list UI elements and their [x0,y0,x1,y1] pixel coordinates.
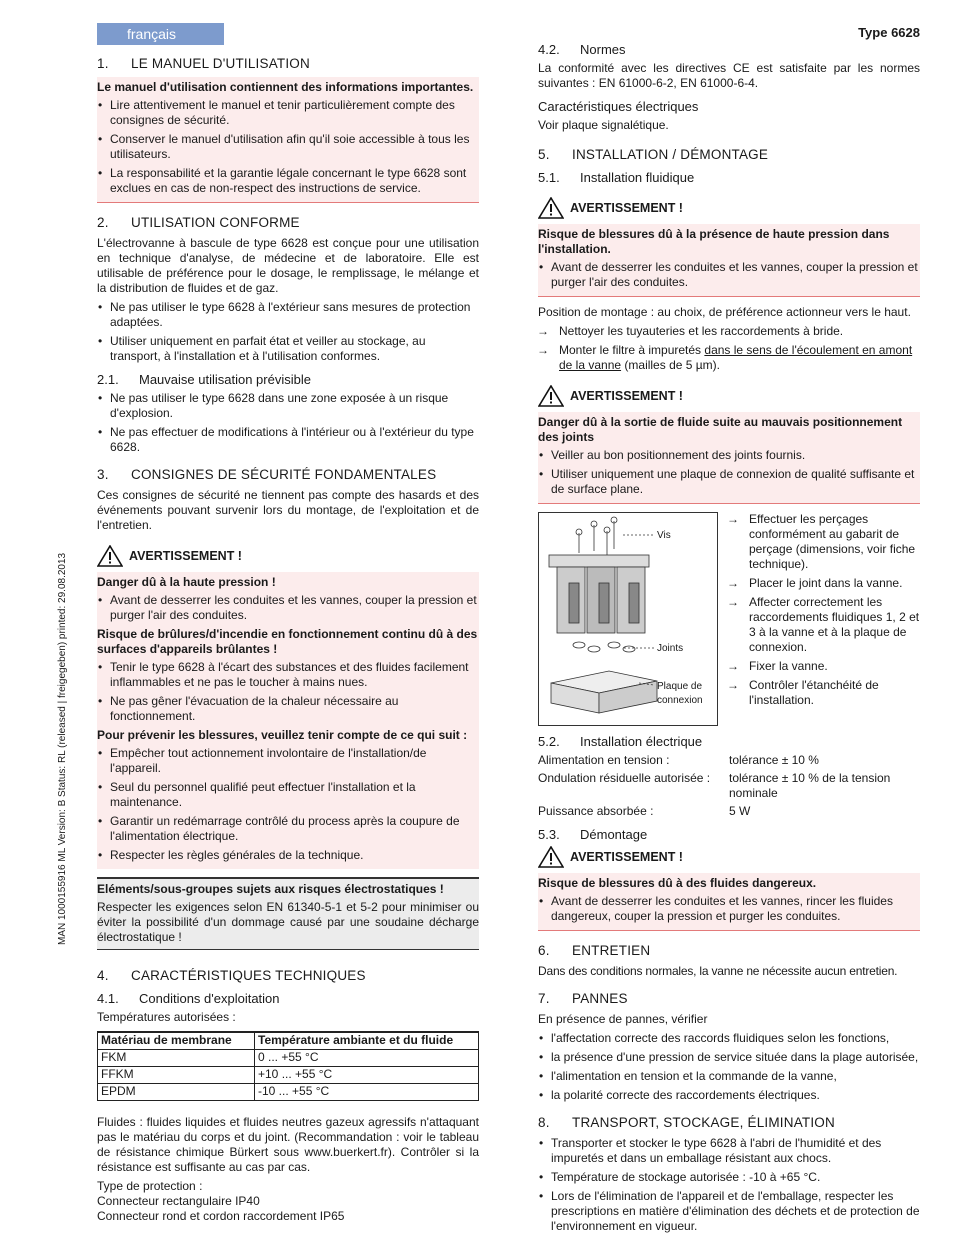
list-item: • Conserver le manuel d'utilisation afin qu'il soie accessible à tous les utilisateurs. [97,132,479,162]
list-item: • Seul du personnel qualifié peut effectuer l'installation et la maintenance. [97,780,479,810]
table-row: FKM 0 ... +55 °C [98,1049,479,1066]
paragraph: Dans des conditions normales, la vanne ne nécessite aucun entretien. [538,964,898,978]
side-print-note: MAN 1000155916 ML Version: B Status: RL (released | freigegeben) printed: 29.08.2013 [57,552,68,945]
paragraph: L'électrovanne à bascule de type 6628 est conçue pour une utilisation en technique d'analyse, de médecine et de laboratoire. Elle est utilisable de préférence pour le dosage, le remplissage, le mélange et la distribution de fluides et de gaz. [97,236,479,295]
warning-triangle-icon [97,545,123,567]
subsection-heading: 5.1. Installation fluidique [538,170,695,185]
warning-box: Danger dû à la sortie de fluide suite au mauvais positionnement des joints • Veiller au bon positionnement des joints fournis. • Utiliser uniquement une plaque de connexion de qualité suffisante et de surface plane. [538,412,920,504]
subsection-heading: 4.2. Normes [538,42,626,57]
warning-box: Risque de blessures dû à des fluides dangereux. • Avant de desserrer les conduites et les vannes, rincer les fluides dangereux, couper la pression et purger les conduites. [538,873,920,931]
paragraph: Type de protection : [97,1178,203,1193]
section-heading: 4. CARACTÉRISTIQUES TECHNIQUES [97,968,366,983]
list-item: • Ne pas utiliser le type 6628 à l'extérieur sans mesures de protection adaptées. [97,300,479,330]
list-item: • Transporter et stocker le type 6628 à l'abri de l'humidité et des impuretés et dans un emballage résistant aux chocs. [538,1136,920,1166]
spec-row: Ondulation résiduelle autorisée : tolérance ± 10 % de la tension nominale [538,771,891,800]
list-item: • Avant de desserrer les conduites et les vannes, couper la pression et purger l'air des conduites. [97,593,479,623]
table-row: FFKM +10 ... +55 °C [98,1066,479,1083]
section-heading: 1. LE MANUEL D'UTILISATION [97,56,310,71]
section-heading: 7. PANNES [538,991,628,1006]
paragraph: Voir plaque signalétique. [538,118,669,132]
list-item: → Placer le joint dans la vanne. [728,576,920,591]
list-item: • l'alimentation en tension et la commande de la vanne, [538,1069,920,1084]
spec-row: Puissance absorbée : 5 W [538,804,751,818]
list-item: • l'affectation correcte des raccords fluidiques selon les fonctions, [538,1031,920,1046]
info-box: Le manuel d'utilisation contiennent des informations importantes. • Lire attentivement le manuel et tenir particulièrement compte des consignes de sécurité. • Conserver le manuel d'utilisation afin qu'il soie accessible à tous les utilisateurs. • La responsabilité et la garantie légale concernant le type 6628 sont exclues en cas de non-respect des instructions de service. [97,77,479,203]
list-item: → Nettoyer les tuyauteries et les raccordements à bride. [538,324,920,339]
right-column [538,34,920,1238]
paragraph: Connecteur rectangulaire IP40 [97,1193,260,1208]
warning-triangle-icon [538,385,564,407]
subsection-heading: 4.1. Conditions d'exploitation [97,991,280,1006]
warning-triangle-icon [538,846,564,868]
list-item: • la polarité correcte des raccordements électriques. [538,1088,920,1103]
list-item: • Utiliser uniquement en parfait état et veiller au stockage, au transport, à l'installation et à l'utilisation conformes. [97,334,479,364]
warning-box: Risque de blessures dû à la présence de haute pression dans l'installation. • Avant de desserrer les conduites et les vannes, couper la pression et purger l'air des conduites. [538,224,920,297]
section-heading: 6. ENTRETIEN [538,943,651,958]
list-item: • Ne pas effectuer de modifications à l'intérieur ou à l'extérieur du type 6628. [97,425,479,455]
paragraph: En présence de pannes, vérifier [538,1012,708,1026]
list-item: • Empêcher tout actionnement involontaire de l'installation/de l'appareil. [97,746,479,776]
temperature-table: Matériau de membrane Température ambiante et du fluide FKM 0 ... +55 °C FFKM +10 ... +55 °C EPDM -10 ... +55 °C [97,1031,479,1101]
language-tab: français [97,23,224,45]
list-item: • Tenir le type 6628 à l'écart des substances et des fluides facilement inflammables et ne pas le toucher à mains nues. [97,660,479,690]
list-item: • Avant de desserrer les conduites et les vannes, couper la pression et purger l'air des conduites. [538,260,920,290]
list-item: • Lors de l'élimination de l'appareil et de l'emballage, respecter les prescriptions en matière d'élimination des déchets et de protection de l'environnement en vigueur. [538,1189,920,1234]
list-item: → Contrôler l'étanchéité de l'installation. [728,678,920,708]
fig-label-joints: Joints [657,643,684,654]
valve-installation-figure [538,512,718,726]
type-label: Type 6628 [858,25,920,40]
list-item: • La responsabilité et la garantie légale concernant le type 6628 sont exclues en cas de non-respect des instructions de service. [97,166,479,196]
list-item: • Utiliser uniquement une plaque de connexion de qualité suffisante et de surface plane. [538,467,920,497]
warning-header: AVERTISSEMENT ! [97,545,479,567]
paragraph: Position de montage : au choix, de préférence actionneur vers le haut. [538,305,911,319]
spec-row: Alimentation en tension : tolérance ± 10 % [538,753,819,767]
subsection-heading: Caractéristiques électriques [538,99,699,114]
warning-box: Danger dû à la haute pression ! • Avant de desserrer les conduites et les vannes, couper la pression et purger l'air des conduites. Risque de brûlures/d'incendie en fonctionnement continu dû à des surfaces d'appareils brûlantes ! • Tenir le type 6628 à l'écart des substances et des fluides facilement inflammables et ne pas le toucher à mains nues. • Ne pas gêner l'évacuation de la chaleur nécessaire au fonctionnement. Pour prévenir les blessures, veuillez tenir compte de ce qui suit : • Empêcher tout actionnement involontaire de l'installation/de l'appareil. • Seul du personnel qualifié peut effectuer l'installation et la maintenance. • Garantir un redémarrage contrôlé du process après la coupure de l'alimentation électrique. • Respecter les règles générales de la technique. [97,572,479,869]
paragraph: Températures autorisées : [97,1010,236,1024]
left-column [97,44,479,1224]
list-item: • Veiller au bon positionnement des joints fournis. [538,448,920,463]
installation-figure-row [538,512,920,726]
list-item: • Respecter les règles générales de la technique. [97,848,479,863]
list-item: → Affecter correctement les raccordements fluidiques 1, 2 et 3 à la vanne et à la plaque de connexion. [728,595,920,655]
section-heading: 3. CONSIGNES DE SÉCURITÉ FONDAMENTALES [97,467,437,482]
fig-label-vis: Vis [657,530,671,541]
warning-header: AVERTISSEMENT ! [538,197,920,219]
table-row: EPDM -10 ... +55 °C [98,1083,479,1100]
list-item: • Lire attentivement le manuel et tenir particulièrement compte des consignes de sécurité. [97,98,479,128]
warning-header: AVERTISSEMENT ! [538,385,920,407]
list-item: • Garantir un redémarrage contrôlé du process après la coupure de l'alimentation électrique. [97,814,479,844]
list-item: → Monter le filtre à impuretés dans le sens de l'écoulement en amont de la vanne (mailles de 5 µm). [538,343,920,373]
paragraph: La conformité avec les directives CE est satisfaite par les normes suivantes : EN 61000-6-2, EN 61000-6-4. [538,61,920,90]
warning-header: AVERTISSEMENT ! [538,846,920,868]
fig-label-plaque: Plaque de connexion [657,681,703,706]
section-heading: 2. UTILISATION CONFORME [97,215,300,230]
list-item: • Température de stockage autorisée : -10 à +65 °C. [538,1170,920,1185]
list-item: • la présence d'une pression de service située dans la plage autorisée, [538,1050,920,1065]
section-heading: 5. INSTALLATION / DÉMONTAGE [538,147,769,162]
esd-box: Eléments/sous-groupes sujets aux risques électrostatiques ! Respecter les exigences selon EN 61340-5-1 et 5-2 pour minimiser ou éviter la possibilité d'un dommage causé par une soudaine décharge électrostatique ! [97,877,479,950]
subsection-heading: 5.3. Démontage [538,827,648,842]
list-item: • Ne pas gêner l'évacuation de la chaleur nécessaire au fonctionnement. [97,694,479,724]
paragraph: Fluides : fluides liquides et fluides neutres gazeux agressifs n'attaquant pas le matériau du corps et du joint. (Recommandation : voir le tableau de résistance chimique Bürkert sous www.buerkert.fr). Contrôler si la résistance est suffisante au cas par cas. [97,1114,479,1174]
warning-triangle-icon [538,197,564,219]
list-item: • Ne pas utiliser le type 6628 dans une zone exposée à un risque d'explosion. [97,391,479,421]
section-heading: 8. TRANSPORT, STOCKAGE, ÉLIMINATION [538,1115,835,1130]
paragraph: Connecteur rond et cordon raccordement IP65 [97,1208,345,1223]
subsection-heading: 5.2. Installation électrique [538,734,703,749]
subsection-heading: 2.1. Mauvaise utilisation prévisible [97,372,311,387]
list-item: → Fixer la vanne. [728,659,920,674]
list-item: → Effectuer les perçages conformément au gabarit de perçage (dimensions, voir fiche technique). [728,512,920,572]
list-item: • Avant de desserrer les conduites et les vannes, rincer les fluides dangereux, couper la pression et purger les conduites. [538,894,920,924]
paragraph: Ces consignes de sécurité ne tiennent pas compte des hasards et des événements pouvant survenir lors du montage, de l'exploitation et de l'entretien. [97,488,479,532]
